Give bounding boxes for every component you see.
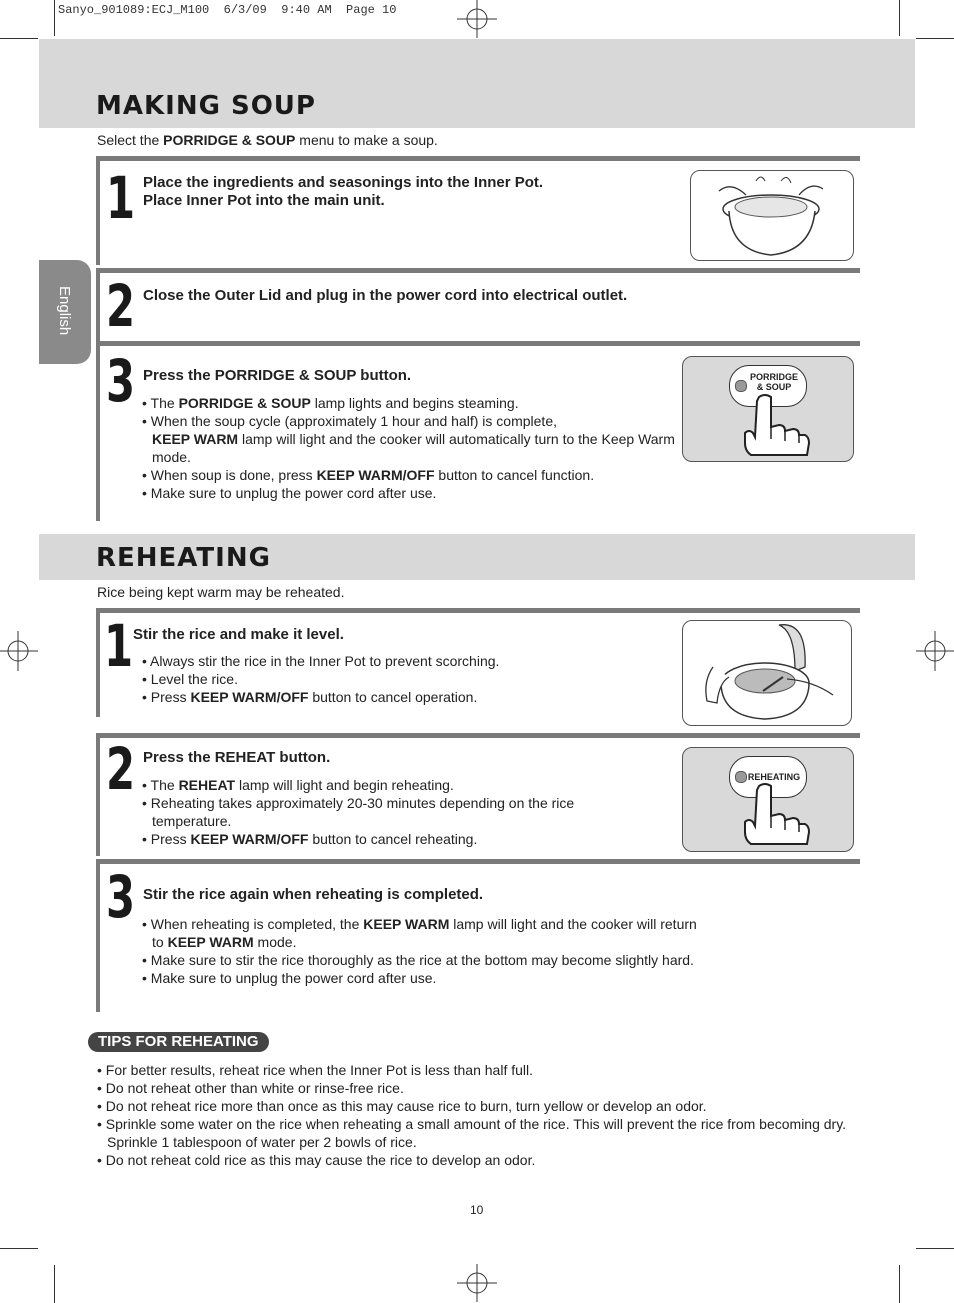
- crop-mark: [916, 1248, 954, 1249]
- soup-step-2: [96, 268, 860, 343]
- step-heading: Press the REHEAT button.: [143, 749, 331, 766]
- step-heading: Place the ingredients and seasonings into the Inner Pot. Place Inner Pot into the main unit.: [143, 174, 544, 209]
- crop-mark: [54, 1265, 55, 1303]
- language-tab-label: English: [56, 286, 73, 336]
- list-item: • When the soup cycle (approximately 1 hour and half) is complete, KEEP WARM lamp will light and the cooker will automatically turn to the Keep Warm mode.: [142, 413, 675, 465]
- inner-pot-illustration: [690, 170, 854, 261]
- list-item: • Make sure to stir the rice thoroughly as the rice at the bottom may become slightly hard.: [142, 952, 694, 968]
- list-item: • Do not reheat rice more than once as this may cause rice to burn, turn yellow or develop an odor.: [97, 1098, 707, 1114]
- list-item: • Make sure to unplug the power cord after use.: [142, 485, 437, 501]
- cooker-open-lid-icon: [683, 621, 851, 725]
- list-item: • Do not reheat other than white or rinse-free rice.: [97, 1080, 404, 1096]
- list-item: • Press KEEP WARM/OFF button to cancel reheating.: [142, 831, 478, 847]
- stirring-rice-illustration: [682, 620, 852, 726]
- list-item: • Level the rice.: [142, 671, 238, 687]
- registration-mark-icon: [457, 1264, 497, 1302]
- registration-mark-icon: [457, 0, 497, 38]
- list-item: • Do not reheat cold rice as this may cause the rice to develop an odor.: [97, 1152, 536, 1168]
- printer-slug: Sanyo_901089:ECJ_M100 6/3/09 9:40 AM Page 10: [58, 3, 397, 17]
- list-item: • When reheating is completed, the KEEP WARM lamp will light and the cooker will return to KEEP WARM mode.: [142, 916, 697, 950]
- section-title-making-soup: MAKING SOUP: [96, 91, 316, 121]
- list-item: • When soup is done, press KEEP WARM/OFF button to cancel function.: [142, 467, 595, 483]
- page-number: 10: [470, 1203, 484, 1217]
- pressing-hand-icon: [741, 393, 811, 457]
- list-item: • For better results, reheat rice when the Inner Pot is less than half full.: [97, 1062, 534, 1078]
- step-number: 1: [106, 164, 136, 232]
- reheat-button-illustration: [682, 747, 854, 852]
- registration-mark-icon: [916, 631, 954, 671]
- porridge-button-illustration: [682, 356, 854, 462]
- making-soup-intro: Select the PORRIDGE & SOUP menu to make a soup.: [97, 132, 438, 148]
- step-heading: Stir the rice and make it level.: [133, 626, 344, 643]
- language-tab: [39, 260, 91, 364]
- button-label: REHEATING: [747, 772, 801, 782]
- crop-mark: [54, 0, 55, 36]
- step-number: 1: [104, 612, 134, 680]
- pressing-hand-icon: [741, 782, 811, 846]
- step-number: 2: [106, 735, 136, 803]
- cooker-icon: [691, 171, 853, 260]
- list-item: • Always stir the rice in the Inner Pot to prevent scorching.: [142, 653, 500, 669]
- step-number: 2: [106, 272, 136, 340]
- step-heading: Close the Outer Lid and plug in the power cord into electrical outlet.: [143, 287, 628, 304]
- section-title-reheating: REHEATING: [96, 543, 271, 573]
- list-item: • Make sure to unplug the power cord after use.: [142, 970, 437, 986]
- step-bullets: [142, 915, 702, 987]
- crop-mark: [899, 0, 900, 36]
- reheat-step-3: [96, 859, 860, 1012]
- list-item: • Press KEEP WARM/OFF button to cancel operation.: [142, 689, 478, 705]
- step-heading: Stir the rice again when reheating is completed.: [143, 886, 484, 903]
- list-item: • The REHEAT lamp will light and begin reheating.: [142, 777, 454, 793]
- step-heading: Press the PORRIDGE & SOUP button.: [143, 367, 412, 384]
- step-number: 3: [106, 863, 136, 931]
- tips-heading: TIPS FOR REHEATING: [88, 1032, 269, 1052]
- step-bullets: [142, 394, 682, 502]
- step-bullets: [142, 776, 612, 848]
- list-item: • Reheating takes approximately 20-30 minutes depending on the rice temperature.: [142, 795, 575, 829]
- registration-mark-icon: [0, 631, 38, 671]
- crop-mark: [916, 38, 954, 39]
- list-item: • Sprinkle some water on the rice when reheating a small amount of the rice. This will prevent the rice from becoming dry. Sprinkle 1 tablespoon of water per 2 bowls of rice.: [97, 1116, 847, 1150]
- reheating-intro: Rice being kept warm may be reheated.: [97, 584, 345, 600]
- tips-list: [97, 1061, 867, 1169]
- crop-mark: [0, 1248, 38, 1249]
- step-number: 3: [106, 347, 136, 415]
- crop-mark: [0, 38, 38, 39]
- list-item: • The PORRIDGE & SOUP lamp lights and begins steaming.: [142, 395, 519, 411]
- step-bullets: [142, 652, 642, 706]
- crop-mark: [899, 1265, 900, 1303]
- button-label: PORRIDGE & SOUP: [749, 372, 798, 392]
